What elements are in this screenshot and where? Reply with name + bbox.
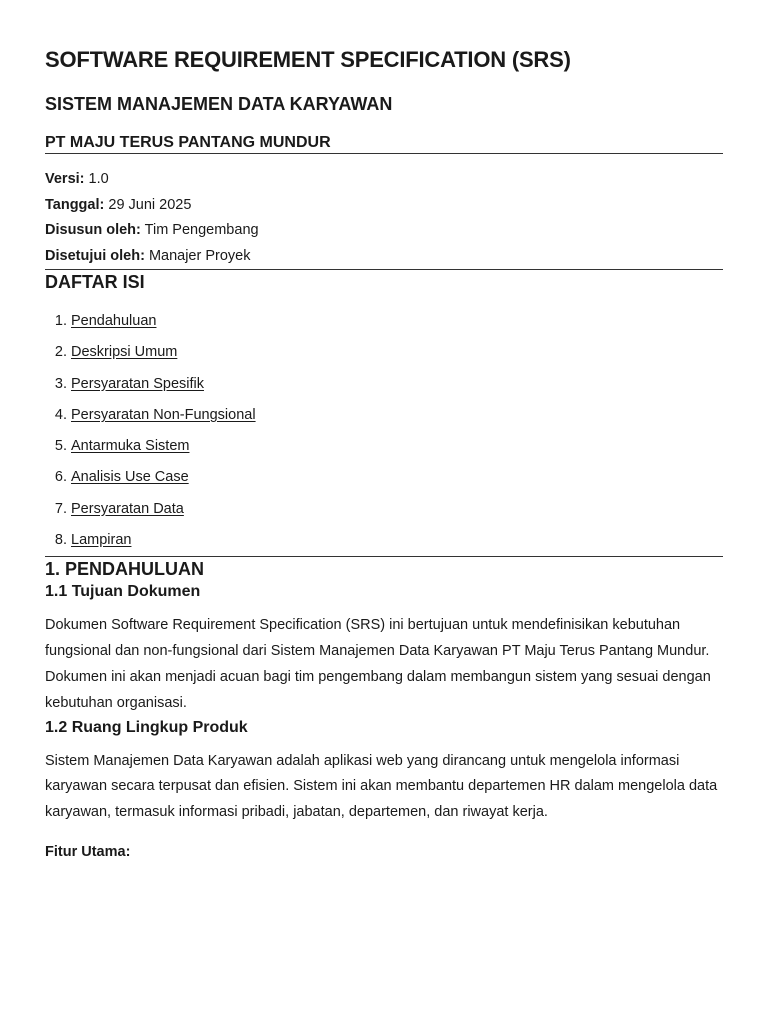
meta-date-value: 29 Juni 2025 xyxy=(108,196,192,213)
meta-version-value: 1.0 xyxy=(88,171,109,187)
toc-item xyxy=(71,306,723,337)
toc-item xyxy=(71,369,723,400)
meta-date-label: Tanggal: xyxy=(45,196,105,213)
meta-approver-label: Disetujui oleh: xyxy=(45,247,145,264)
paragraph-tujuan: Dokumen Software Requirement Specification (SRS) ini bertujuan untuk mendefinisikan kebutuhan fungsional dan non-fungsional dari Sistem Manajemen Data Karyawan PT Maju Terus Pantang Mundur. Dokumen ini akan menjadi acuan bagi tim pengembang dalam membangun sistem yang sesuai dengan kebutuhan organisasi. xyxy=(45,617,711,711)
meta-author xyxy=(45,218,723,244)
company-name: PT MAJU TERUS PANTANG MUNDUR xyxy=(45,134,331,151)
document-subtitle: SISTEM MANAJEMEN DATA KARYAWAN xyxy=(45,94,393,114)
toc-item xyxy=(71,525,723,556)
toc-link-analisis-use-case[interactable]: Analisis Use Case xyxy=(71,469,189,486)
toc-link-persyaratan-data[interactable]: Persyaratan Data xyxy=(71,500,184,517)
features-label: Fitur Utama: xyxy=(45,843,131,860)
table-of-contents xyxy=(45,306,723,556)
toc-item xyxy=(71,431,723,462)
toc-link-pendahuluan[interactable]: Pendahuluan xyxy=(71,313,157,329)
toc-link-antarmuka-sistem[interactable]: Antarmuka Sistem xyxy=(71,438,190,455)
meta-version xyxy=(45,167,723,193)
section-heading-pendahuluan: 1. PENDAHULUAN xyxy=(45,559,205,580)
toc-link-lampiran[interactable]: Lampiran xyxy=(71,532,132,549)
document-title: SOFTWARE REQUIREMENT SPECIFICATION (SRS) xyxy=(45,47,571,72)
toc-link-persyaratan-non-fungsional[interactable]: Persyaratan Non-Fungsional xyxy=(71,406,256,423)
toc-item xyxy=(71,462,723,493)
meta-date xyxy=(45,193,723,219)
toc-item xyxy=(71,400,723,431)
meta-version-label: Versi: xyxy=(45,171,85,187)
toc-item xyxy=(71,494,723,525)
toc-item xyxy=(71,337,723,368)
paragraph-ruang-lingkup: Sistem Manajemen Data Karyawan adalah aplikasi web yang dirancang untuk mengelola informasi karyawan secara terpusat dan efisien. Sistem ini akan membantu departemen HR dalam mengelola data karyawan, termasuk informasi pribadi, jabatan, departemen, dan riwayat kerja. xyxy=(45,752,718,821)
document-meta xyxy=(45,167,723,269)
toc-link-deskripsi-umum[interactable]: Deskripsi Umum xyxy=(71,344,178,361)
meta-approver xyxy=(45,244,723,270)
meta-approver-value: Manajer Proyek xyxy=(148,247,251,264)
subsection-heading-ruang-lingkup: 1.2 Ruang Lingkup Produk xyxy=(45,718,248,736)
meta-author-value: Tim Pengembang xyxy=(144,222,259,238)
toc-heading: DAFTAR ISI xyxy=(45,272,145,292)
divider xyxy=(45,153,723,154)
toc-link-persyaratan-spesifik[interactable]: Persyaratan Spesifik xyxy=(71,375,204,392)
meta-author-label: Disusun oleh: xyxy=(45,222,141,238)
subsection-heading-tujuan: 1.1 Tujuan Dokumen xyxy=(45,583,201,601)
